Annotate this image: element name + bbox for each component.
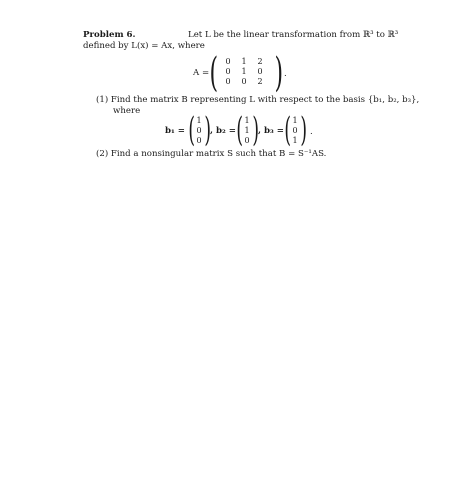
matrix-a-cell: 0: [241, 77, 247, 86]
b1-left-paren: (: [188, 110, 195, 150]
matrix-a-cell: 1: [241, 57, 247, 66]
b1-vector: [194, 116, 204, 146]
matrix-a-cell: 0: [225, 67, 231, 76]
b3-entry: 1: [292, 136, 298, 145]
b1-entry: 1: [196, 116, 202, 125]
matrix-a-cell: 2: [257, 77, 263, 86]
b3-vector: [290, 116, 300, 146]
b3-entry: 0: [292, 126, 298, 135]
b-vectors-period: .: [310, 127, 313, 137]
matrix-a-label: A =: [193, 68, 210, 78]
matrix-a-cell: 1: [241, 67, 247, 76]
b2-entry: 1: [244, 126, 250, 135]
part-1-line-1: (1) Find the matrix B representing L with respect to the basis {b₁, b₂, b₃},: [96, 95, 420, 105]
matrix-a-cell: 0: [225, 77, 231, 86]
problem-intro-line-2: defined by L(x) = Ax, where: [83, 41, 205, 51]
b3-entry: 1: [292, 116, 298, 125]
b3-label: , b₃ =: [258, 126, 284, 136]
b1-label: b₁ =: [165, 126, 185, 136]
b2-entry: 1: [244, 116, 250, 125]
matrix-a: [220, 57, 268, 87]
matrix-a-cell: 2: [257, 57, 263, 66]
b2-label: , b₂ =: [210, 126, 236, 136]
matrix-a-cell: 0: [257, 67, 263, 76]
b1-entry: 0: [196, 126, 202, 135]
b2-left-paren: (: [236, 110, 243, 150]
b1-entry: 0: [196, 136, 202, 145]
b2-vector: [242, 116, 252, 146]
b1-right-paren: ): [204, 110, 211, 150]
b3-left-paren: (: [284, 110, 291, 150]
problem-intro-line-1: Let L be the linear transformation from ℝ³ to ℝ³: [188, 30, 399, 40]
b3-right-paren: ): [300, 110, 307, 150]
b2-entry: 0: [244, 136, 250, 145]
matrix-a-right-paren: ): [274, 50, 284, 96]
part-1-line-2: where: [113, 106, 141, 116]
matrix-a-period: .: [284, 69, 287, 79]
matrix-a-left-paren: (: [209, 50, 219, 96]
b2-right-paren: ): [252, 110, 259, 150]
matrix-a-cell: 0: [225, 57, 231, 66]
problem-title: Problem 6.: [83, 30, 136, 40]
part-2-line: (2) Find a nonsingular matrix S such that B = S⁻¹AS.: [96, 149, 327, 159]
